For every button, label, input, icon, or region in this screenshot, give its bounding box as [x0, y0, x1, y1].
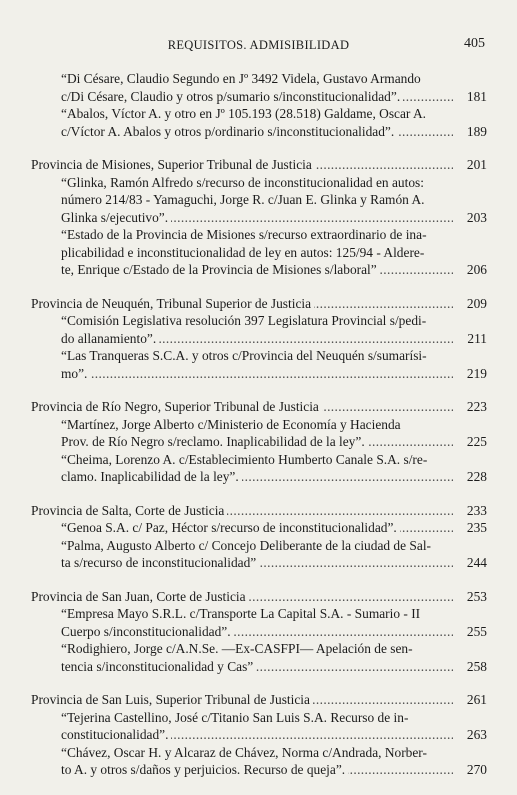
section-heading-page: 209	[466, 295, 487, 311]
entry-line: Glinka s/ejecutivo”.	[61, 210, 171, 225]
section-heading-text: Provincia de San Juan, Corte de Justicia	[31, 589, 249, 604]
entry-line: “Empresa Mayo S.R.L. c/Transporte La Capital S.A. - Sumario - II	[61, 606, 423, 621]
toc-section	[31, 398, 487, 486]
toc-entry	[31, 312, 487, 347]
section-heading-text: Provincia de Salta, Corte de Justicia	[31, 503, 227, 518]
toc-entry	[31, 347, 487, 382]
toc-section	[31, 691, 487, 779]
section-heading-text: Provincia de San Luis, Superior Tribunal de Justicia	[31, 692, 313, 707]
entry-line: “Rodighiero, Jorge c/A.N.Se. —Ex-CASFPI— Apelación de sen-	[61, 641, 416, 656]
entry-page-number: 235	[466, 520, 487, 535]
toc-entry	[31, 105, 487, 140]
entry-page-number: 270	[466, 762, 487, 777]
entry-line: Cuerpo s/inconstitucionalidad”.	[61, 624, 234, 639]
running-header	[0, 36, 517, 56]
entry-line: Prov. de Río Negro s/reclamo. Inaplicabilidad de la ley”.	[61, 434, 368, 449]
entry-line: tencia s/inconstitucionalidad y Cas”	[61, 659, 256, 674]
toc-section	[31, 70, 487, 140]
section-heading-text: Provincia de Misiones, Superior Tribunal de Justicia	[31, 157, 315, 172]
toc-entry	[31, 537, 487, 572]
toc-entry	[31, 744, 487, 779]
entry-line: to A. y otros s/daños y perjuicios. Recurso de queja”.	[61, 762, 348, 777]
toc-entry	[31, 226, 487, 279]
section-heading	[31, 398, 487, 416]
toc-entry	[31, 416, 487, 451]
entry-line: c/Víctor A. Abalos y otros p/ordinario s/inconstitucionalidad”.	[61, 124, 397, 139]
entry-page-number: 228	[466, 469, 487, 484]
section-heading	[31, 502, 487, 520]
toc-section	[31, 588, 487, 676]
entry-line: “Tejerina Castellino, José c/Titanio San Luis S.A. Recurso de in-	[61, 710, 411, 725]
entry-line: “Palma, Augusto Alberto c/ Concejo Deliberante de la ciudad de Sal-	[61, 538, 434, 553]
toc-entry	[31, 519, 487, 537]
header-page-number: 405	[464, 36, 485, 51]
entry-line: “Di Césare, Claudio Segundo en Jº 3492 Videla, Gustavo Armando	[61, 71, 424, 86]
entry-line: “Chávez, Oscar H. y Alcaraz de Chávez, Norma c/Andrada, Norber-	[61, 745, 430, 760]
entry-line: plicabilidad e inconstitucionalidad de ley en autos: 125/94 - Aldere-	[61, 245, 427, 260]
header-title: REQUISITOS. ADMISIBILIDAD	[167, 38, 350, 52]
section-heading-text: Provincia de Neuquén, Tribunal Superior de Justicia	[31, 296, 314, 311]
toc-section	[31, 502, 487, 572]
toc-entry	[31, 709, 487, 744]
entry-line: “Comisión Legislativa resolución 397 Legislatura Provincial s/pedi-	[61, 313, 429, 328]
section-heading	[31, 691, 487, 709]
entry-page-number: 225	[466, 434, 487, 449]
entry-line: “Abalos, Víctor A. y otro en Jº 105.193 (28.518) Galdame, Oscar A.	[61, 106, 429, 121]
entry-page-number: 206	[466, 262, 487, 277]
section-heading-page: 253	[466, 588, 487, 604]
entry-page-number: 258	[466, 658, 487, 674]
toc-entry	[31, 70, 487, 105]
entry-line: “Estado de la Provincia de Misiones s/recurso extraordinario de ina-	[61, 227, 430, 242]
entry-line: “Genoa S.A. c/ Paz, Héctor s/recurso de inconstitucionalidad”.	[61, 520, 400, 535]
entry-page-number: 189	[466, 123, 487, 139]
entry-page-number: 219	[466, 365, 487, 381]
toc-entry	[31, 174, 487, 227]
entry-line: ta s/recurso de inconstitucionalidad”	[61, 555, 259, 570]
entry-page-number: 263	[466, 727, 487, 742]
section-heading	[31, 588, 487, 606]
entry-line: do allanamiento”.	[61, 331, 159, 346]
entry-line: “Las Tranqueras S.C.A. y otros c/Provincia del Neuquén s/sumarísi-	[61, 348, 430, 363]
entry-line: constitucionalidad”.	[61, 727, 171, 742]
entry-page-number: 211	[467, 330, 487, 346]
section-heading	[31, 156, 487, 174]
entry-line: mo”.	[61, 366, 90, 381]
section-heading-page: 261	[466, 692, 487, 707]
toc-entry	[31, 605, 487, 640]
entry-line: “Cheima, Lorenzo A. c/Establecimiento Humberto Canale S.A. s/re-	[61, 452, 430, 467]
section-heading-page: 201	[466, 157, 487, 172]
entry-page-number: 181	[466, 88, 487, 104]
entry-line: número 214/83 - Yamaguchi, Jorge R. c/Juan E. Glinka y Ramón A.	[61, 192, 428, 207]
toc-section	[31, 156, 487, 279]
entry-page-number: 203	[466, 209, 487, 225]
entry-line: te, Enrique c/Estado de la Provincia de Misiones s/laboral”	[61, 262, 380, 277]
entry-page-number: 244	[466, 555, 487, 570]
toc-entry	[31, 640, 487, 675]
section-heading-text: Provincia de Río Negro, Superior Tribunal de Justicia	[31, 399, 322, 414]
section-heading-page: 223	[466, 399, 487, 414]
section-heading-page: 233	[466, 502, 487, 518]
entry-page-number: 255	[466, 623, 487, 639]
table-of-contents	[31, 70, 487, 795]
entry-line: “Glinka, Ramón Alfredo s/recurso de inconstitucionalidad en autos:	[61, 175, 427, 190]
entry-line: “Martínez, Jorge Alberto c/Ministerio de Economía y Hacienda	[61, 417, 404, 432]
toc-entry	[31, 451, 487, 486]
section-heading	[31, 295, 487, 313]
toc-section	[31, 295, 487, 383]
entry-line: clamo. Inaplicabilidad de la ley”.	[61, 469, 242, 484]
entry-line: c/Di Césare, Claudio y otros p/sumario s/inconstitucionalidad”.	[61, 89, 403, 104]
